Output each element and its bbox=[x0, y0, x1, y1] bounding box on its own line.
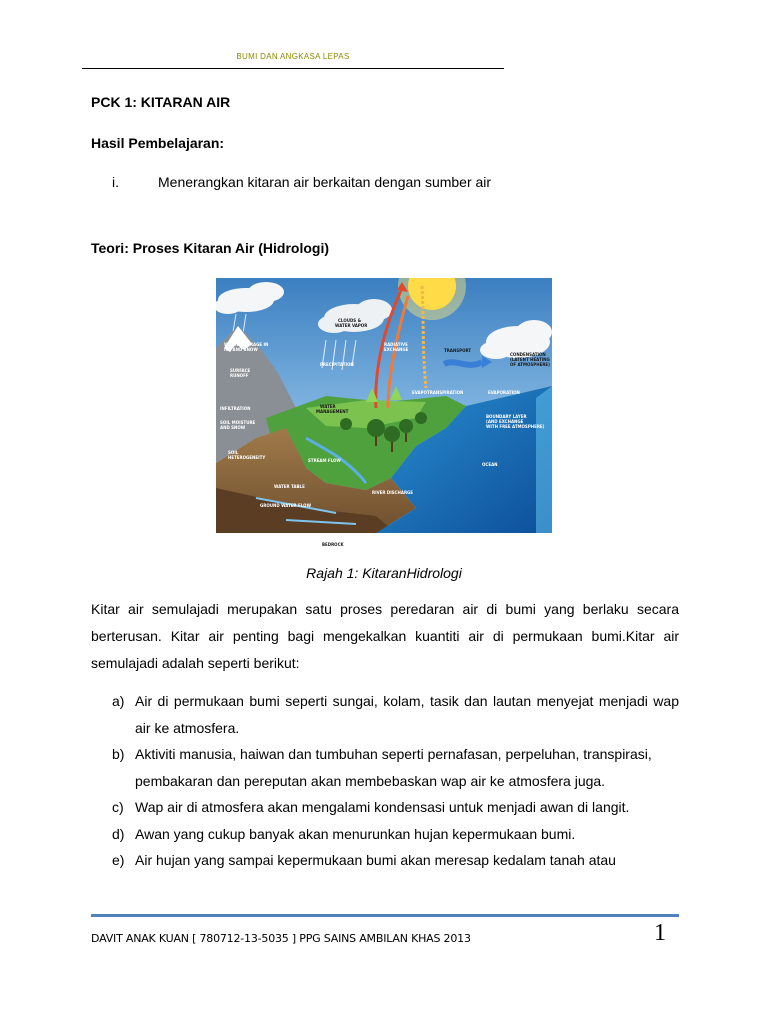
outcome-number: i. bbox=[112, 174, 119, 190]
header-rule bbox=[82, 68, 504, 69]
label-bedrock: BEDROCK bbox=[322, 542, 344, 547]
label-boundary: BOUNDARY LAYER bbox=[486, 414, 527, 419]
label-stream-flow: STREAM FLOW bbox=[308, 458, 341, 463]
footer-author: DAVIT ANAK KUAN [ 780712-13-5035 ] PPG SAINS AMBILAN KHAS 2013 bbox=[91, 932, 471, 945]
list-text: Air hujan yang sampai kepermukaan bumi akan meresap kedalam tanah atau bbox=[135, 852, 616, 868]
label-soil-moisture: SOIL MOISTURE bbox=[220, 420, 256, 425]
label-clouds: CLOUDS & bbox=[338, 318, 362, 323]
svg-text:AND SNOW: AND SNOW bbox=[220, 425, 246, 430]
label-condensation: CONDENSATION bbox=[510, 352, 546, 357]
label-soil: SOIL bbox=[228, 450, 239, 455]
label-groundwater: GROUND WATER FLOW bbox=[260, 503, 311, 508]
list-text: Aktiviti manusia, haiwan dan tumbuhan seperti pernafasan, perpeluhan, transpirasi, pembakaran dan pereputan akan membebaskan wap air ke atmosfera juga. bbox=[135, 746, 652, 789]
svg-text:RUNOFF: RUNOFF bbox=[230, 373, 249, 378]
list-marker: e) bbox=[112, 852, 125, 868]
list-text: Air di permukaan bumi seperti sungai, kolam, tasik dan lautan menyejat menjadi wap air ke atmosfera. bbox=[135, 693, 679, 736]
water-cycle-diagram bbox=[216, 278, 552, 549]
list-item bbox=[91, 821, 679, 848]
outcome-text: Menerangkan kitaran air berkaitan dengan sumber air bbox=[158, 174, 492, 190]
figure-caption: Rajah 1: KitaranHidrologi bbox=[306, 565, 462, 581]
svg-text:ICE AND SNOW: ICE AND SNOW bbox=[224, 347, 258, 352]
svg-text:(LATENT HEATING: (LATENT HEATING bbox=[510, 357, 550, 362]
svg-text:OF ATMOSPHERE): OF ATMOSPHERE) bbox=[510, 362, 550, 367]
list-marker: b) bbox=[112, 746, 125, 762]
process-list bbox=[91, 688, 679, 874]
label-river-discharge: RIVER DISCHARGE bbox=[372, 490, 414, 495]
label-infiltration: INFILTRATION bbox=[220, 406, 251, 411]
label-radiative: RADIATIVE bbox=[384, 342, 408, 347]
svg-text:HETEROGENEITY: HETEROGENEITY bbox=[228, 455, 266, 460]
page-number: 1 bbox=[654, 920, 666, 946]
list-item bbox=[91, 847, 679, 874]
section-title: PCK 1: KITARAN AIR bbox=[91, 94, 231, 110]
svg-text:WATER VAPOR: WATER VAPOR bbox=[335, 323, 368, 328]
label-water-table: WATER TABLE bbox=[274, 484, 305, 489]
label-ocean: OCEAN bbox=[482, 462, 498, 467]
outcomes-heading: Hasil Pembelajaran: bbox=[91, 135, 225, 151]
label-transport: TRANSPORT bbox=[444, 348, 472, 353]
label-water-management: WATER bbox=[320, 404, 336, 409]
list-marker: d) bbox=[112, 825, 125, 842]
label-evaporation: EVAPORATION bbox=[488, 390, 520, 395]
list-text: Awan yang cukup banyak akan menurunkan hujan kepermukaan bumi. bbox=[135, 825, 576, 842]
label-evapotranspiration: EVAPOTRANSPIRATION bbox=[412, 390, 464, 395]
label-precipitation: PRECIPITATION bbox=[320, 362, 354, 367]
svg-text:EXCHANGE: EXCHANGE bbox=[384, 347, 409, 352]
list-text: Wap air di atmosfera akan mengalami kondensasi untuk menjadi awan di langit. bbox=[135, 799, 630, 815]
list-item bbox=[91, 794, 679, 821]
label-runoff: SURFACE bbox=[230, 368, 251, 373]
list-marker: c) bbox=[112, 799, 124, 815]
footer-rule bbox=[91, 914, 679, 917]
svg-text:WITH FREE ATMOSPHERE): WITH FREE ATMOSPHERE) bbox=[486, 424, 545, 429]
intro-paragraph: Kitar air semulajadi merupakan satu proses peredaran air di bumi yang berlaku secara berterusan. Kitar air penting bagi mengekalkan kuantiti air di permukaan bumi.Kitar air semulajadi adalah seperti berikut: bbox=[91, 601, 679, 671]
list-item bbox=[91, 688, 679, 741]
theory-heading: Teori: Proses Kitaran Air (Hidrologi) bbox=[91, 240, 330, 256]
svg-text:MANAGEMENT: MANAGEMENT bbox=[316, 409, 349, 414]
list-marker: a) bbox=[112, 693, 125, 709]
list-item bbox=[91, 741, 679, 794]
svg-text:(AND EXCHANGE: (AND EXCHANGE bbox=[486, 419, 524, 424]
label-storage: WATER STORAGE IN bbox=[224, 342, 269, 347]
running-header: BUMI DAN ANGKASA LEPAS bbox=[236, 52, 350, 61]
